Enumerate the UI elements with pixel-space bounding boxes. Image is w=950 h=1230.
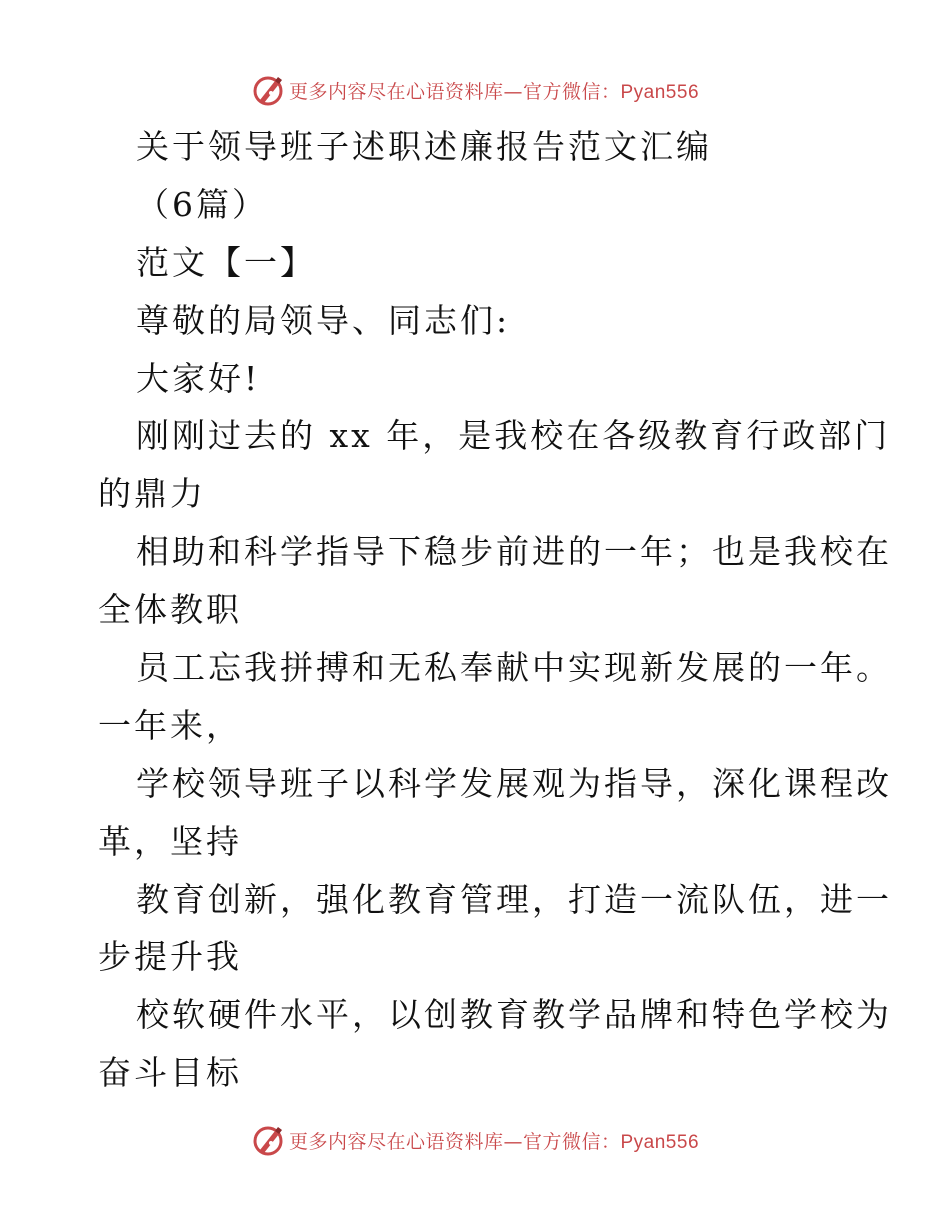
document-title: 关于领导班子述职述廉报告范文汇编 xyxy=(136,127,712,166)
document-line: （6篇） xyxy=(136,184,268,224)
document-line: 大家好! xyxy=(136,358,261,398)
document-line: 奋斗目标 xyxy=(98,1053,242,1093)
document-line: 尊敬的局领导、同志们: xyxy=(136,300,511,340)
watermark-main: 更多内容尽在心语资料库 xyxy=(288,1130,504,1153)
footer-watermark xyxy=(0,1120,950,1160)
watermark-official: 官方微信： xyxy=(522,1130,621,1153)
document-line: 刚刚过去的 xx 年，是我校在各级教育行政部门 xyxy=(136,416,891,456)
watermark-official: 官方微信： xyxy=(522,80,621,103)
document-line: 一年来， xyxy=(98,705,242,745)
watermark-wechat-id: Pyan556 xyxy=(620,1131,700,1153)
watermark-main: 更多内容尽在心语资料库 xyxy=(288,80,504,103)
pen-logo-icon xyxy=(251,73,285,107)
watermark-dash: — xyxy=(503,1130,523,1153)
document-line: 步提升我 xyxy=(98,937,242,977)
document-line: 员工忘我拼搏和无私奉献中实现新发展的一年。 xyxy=(136,648,892,688)
document-line: 校软硬件水平，以创教育教学品牌和特色学校为 xyxy=(136,995,892,1035)
document-line: 范文【一】 xyxy=(136,242,316,282)
watermark-text xyxy=(289,77,699,104)
watermark-wechat-id: Pyan556 xyxy=(620,81,700,103)
pen-logo-icon xyxy=(251,1123,285,1157)
document-line: 学校领导班子以科学发展观为指导，深化课程改 xyxy=(136,763,892,803)
document-line: 的鼎力 xyxy=(98,474,206,514)
document-line: 教育创新，强化教育管理，打造一流队伍，进一 xyxy=(136,879,892,919)
document-body xyxy=(98,118,892,1102)
document-line: 革，坚持 xyxy=(98,821,242,861)
watermark-dash: — xyxy=(503,80,523,103)
document-line: 全体教职 xyxy=(98,590,242,630)
document-line: 相助和科学指导下稳步前进的一年；也是我校在 xyxy=(136,532,892,572)
watermark-text xyxy=(289,1127,699,1154)
header-watermark xyxy=(0,70,950,110)
